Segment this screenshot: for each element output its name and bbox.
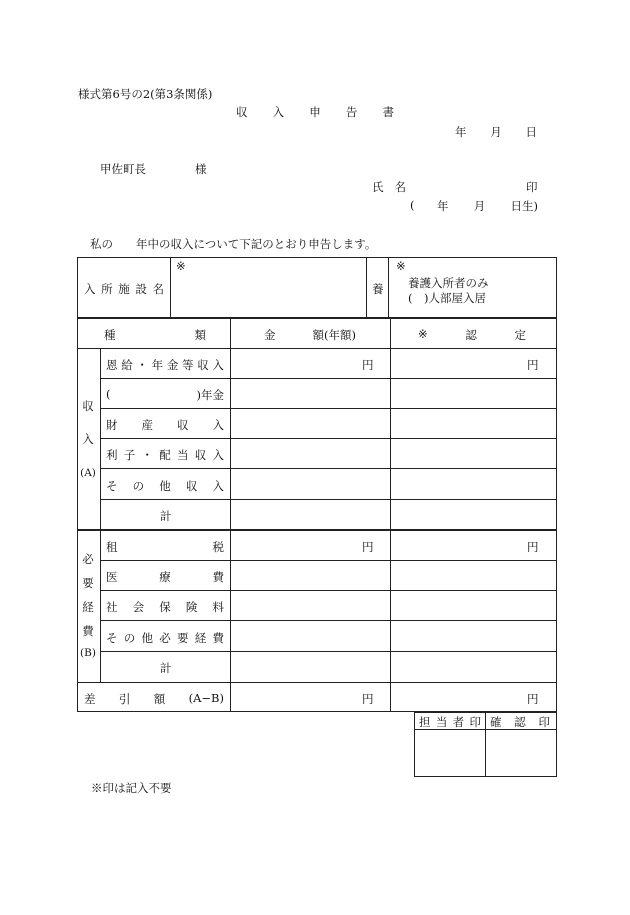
label-char: 医	[106, 570, 118, 584]
divider	[170, 257, 171, 318]
yen-unit: 円	[527, 540, 539, 554]
label-char: そ	[106, 631, 118, 645]
label-char: 金	[166, 358, 179, 372]
divider	[388, 257, 389, 318]
divider	[77, 529, 557, 531]
label-char: 種	[104, 328, 116, 342]
income-total-label: 計	[160, 509, 172, 523]
expense-total-label: 計	[160, 661, 172, 675]
confirm-seal-label	[490, 714, 550, 730]
label-char: (A−B)	[188, 691, 224, 705]
label-char: 担	[419, 715, 431, 729]
yen-unit: 円	[527, 358, 539, 372]
divider	[100, 560, 557, 561]
yen-unit: 円	[362, 358, 374, 372]
label-char: 年	[151, 358, 164, 372]
label-char: 要	[177, 631, 189, 645]
divider	[100, 620, 557, 621]
addressee: 甲佐町長	[100, 162, 146, 176]
label-char: ・	[136, 358, 148, 372]
label-char: 引	[118, 692, 131, 706]
label-char: 差	[84, 692, 96, 706]
label-char: 認	[514, 715, 526, 729]
divider	[100, 651, 557, 652]
label-char: 当	[435, 715, 448, 729]
label-char: 類	[194, 328, 206, 342]
label-char: 当	[177, 448, 189, 462]
label-char: 収	[177, 418, 189, 432]
label-char: 他	[141, 631, 153, 645]
yen-unit: 円	[527, 692, 539, 706]
label-char: の	[132, 479, 145, 493]
label-char: 財	[106, 418, 118, 432]
label-char: 恩	[106, 358, 118, 372]
label-char: 所	[101, 282, 113, 296]
label-char: 保	[159, 600, 171, 614]
label-char: 経	[194, 631, 207, 645]
addressee-honorific: 様	[195, 162, 207, 176]
header-certification	[418, 327, 526, 343]
label-char: 設	[135, 282, 147, 296]
difference-label	[84, 691, 224, 707]
yen-unit: 円	[362, 692, 374, 706]
income-row-interest	[106, 447, 224, 463]
expense-row-medical	[106, 569, 224, 585]
yen-unit: 円	[362, 540, 374, 554]
declaration-prefix: 私の	[90, 237, 113, 251]
label-char: 申	[309, 105, 321, 119]
label-char: 会	[132, 600, 145, 614]
label-char: 名	[394, 180, 406, 194]
expense-group-char: 費	[82, 624, 94, 638]
income-row-other-pension	[106, 387, 224, 403]
facility-label	[84, 281, 164, 297]
yo-label: 養	[372, 282, 384, 296]
expense-group-char: 経	[82, 600, 94, 614]
label-char: 療	[159, 570, 171, 584]
label-char: 認	[465, 328, 477, 342]
expense-group-char: 要	[82, 576, 94, 590]
income-row-property	[106, 417, 224, 433]
footnote: ※印は記入不要	[91, 781, 172, 795]
expense-group-char: 必	[82, 552, 94, 566]
label-char: (	[106, 387, 111, 401]
label-char: 額	[153, 692, 166, 706]
document-title	[236, 104, 394, 120]
divider	[100, 378, 557, 379]
expense-row-other	[106, 630, 224, 646]
label-char: 収	[236, 105, 248, 119]
header-kind	[104, 327, 206, 343]
income-group-char: 収	[82, 399, 94, 413]
label-char: 費	[212, 631, 224, 645]
label-char: 入	[212, 418, 224, 432]
form-number: 様式第6号の2(第3条関係)	[78, 87, 213, 101]
label-char: 費	[212, 570, 224, 584]
label-char: 印	[538, 715, 550, 729]
label-char: 租	[106, 540, 118, 554]
label-char: )年金	[196, 388, 224, 402]
income-group-char: (A)	[80, 467, 96, 479]
label-char: 収	[194, 448, 207, 462]
label-char: 料	[212, 600, 224, 614]
label-char: 氏	[372, 180, 384, 194]
label-char: 書	[382, 105, 394, 119]
header-amount	[264, 327, 356, 343]
label-char: そ	[106, 479, 118, 493]
birth-open-paren: (	[410, 198, 415, 212]
label-char: 必	[159, 631, 171, 645]
staff-seal-label	[419, 714, 481, 730]
label-char: 入	[212, 358, 224, 372]
facility-note-mark: ※	[176, 259, 186, 273]
divider	[366, 257, 367, 318]
name-label	[372, 179, 406, 195]
label-char: 入	[212, 448, 224, 462]
label-char: 他	[159, 479, 171, 493]
label-char: 施	[118, 282, 130, 296]
label-char: ※	[418, 327, 428, 341]
label-char: 利	[106, 448, 118, 462]
birth-date-line	[437, 198, 538, 214]
divider	[100, 348, 101, 682]
label-char: 険	[185, 600, 198, 614]
yo-note-mark: ※	[396, 259, 406, 273]
expense-row-insurance	[106, 599, 224, 615]
label-char: 税	[212, 540, 224, 554]
divider	[485, 712, 486, 777]
label-char: 日	[525, 125, 537, 139]
label-char: 等	[182, 358, 194, 372]
yo-line-2: ( )人部屋入居	[408, 291, 486, 305]
seal-mark: 印	[526, 180, 538, 194]
label-char: 日生)	[510, 199, 538, 213]
label-char: 収	[185, 479, 198, 493]
expense-group-char: (B)	[80, 647, 96, 659]
label-char: 金	[264, 328, 276, 342]
label-char: 印	[469, 715, 481, 729]
label-char: 月	[473, 199, 486, 213]
label-char: 名	[152, 282, 164, 296]
label-char: 子	[123, 448, 136, 462]
declaration-text: 年中の収入について下記のとおり申告します。	[136, 237, 377, 251]
label-char: 月	[490, 125, 502, 139]
label-char: ・	[141, 448, 153, 462]
label-char: 額(年額)	[312, 328, 356, 342]
label-char: 者	[452, 715, 465, 729]
label-char: 年	[437, 199, 449, 213]
divider	[77, 348, 557, 349]
label-char: 告	[345, 105, 358, 119]
divider	[100, 468, 557, 469]
income-group-char: 入	[82, 432, 94, 446]
label-char: 社	[106, 600, 118, 614]
divider	[100, 438, 557, 439]
divider	[77, 682, 557, 683]
label-char: 入	[84, 282, 96, 296]
label-char: 配	[159, 448, 171, 462]
label-char: 収	[197, 358, 209, 372]
label-char: 入	[212, 479, 224, 493]
label-char: 定	[514, 328, 526, 342]
yo-line-1: 養護入所者のみ	[408, 276, 489, 290]
label-char: 年	[455, 125, 467, 139]
label-char: 産	[141, 418, 153, 432]
label-char: 入	[272, 105, 285, 119]
label-char: の	[123, 631, 136, 645]
expense-row-tax	[106, 539, 224, 555]
label-char: 確	[490, 715, 502, 729]
divider	[100, 590, 557, 591]
income-row-pension	[106, 357, 224, 373]
date-line	[455, 124, 537, 140]
divider	[100, 408, 557, 409]
divider	[100, 499, 557, 500]
income-row-other	[106, 478, 224, 494]
label-char: 給	[121, 358, 133, 372]
